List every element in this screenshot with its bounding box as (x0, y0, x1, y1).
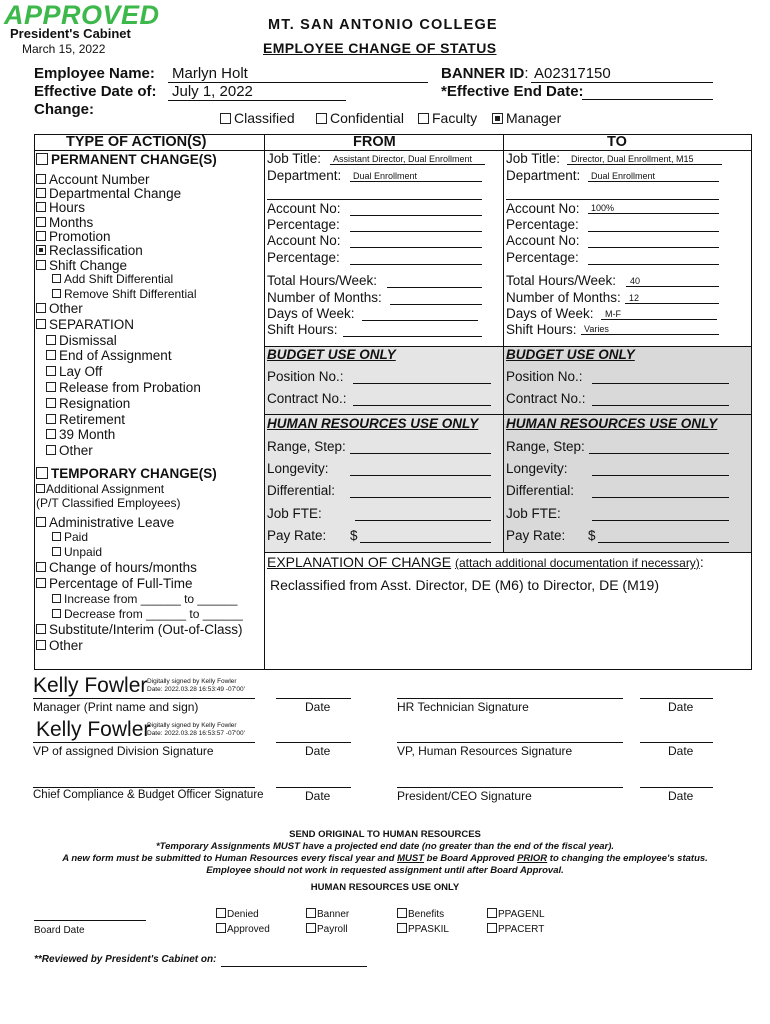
temporary-checkbox[interactable] (36, 467, 48, 479)
end-assignment-checkbox[interactable] (46, 350, 56, 360)
from-dollar-sign: $ (350, 528, 358, 543)
substitute-checkbox[interactable] (36, 624, 46, 634)
banner-label: Banner (317, 909, 350, 920)
effective-date-field[interactable]: July 1, 2022 (168, 83, 346, 101)
hr-tech-date-label: Date (668, 700, 694, 714)
to-num-months-field[interactable]: 12 (625, 293, 719, 304)
table-right-border (751, 134, 752, 670)
vp-division-line (33, 742, 255, 743)
permanent-change[interactable] (36, 152, 217, 167)
benefits-label: Benefits (408, 909, 445, 920)
from-position-label: Position No.: (267, 369, 344, 384)
departmental-change-checkbox[interactable] (36, 188, 46, 198)
month39-checkbox[interactable] (46, 429, 56, 439)
table-col-divider-1 (264, 134, 265, 670)
note2-b: be Board Approved (424, 853, 518, 864)
manager-checkbox[interactable] (492, 113, 503, 124)
banner-checkbox[interactable] (306, 908, 316, 918)
account-number-label: Account Number (49, 172, 150, 187)
other1-checkbox[interactable] (36, 303, 46, 313)
pct-fulltime-checkbox[interactable] (36, 578, 46, 588)
to-shift-hours-field[interactable]: Varies (581, 324, 719, 335)
vp-hr-line (397, 742, 623, 743)
to-contract-field[interactable] (592, 405, 729, 406)
hr-tech-date-line (640, 698, 713, 699)
effective-date-label: Effective Date of: (34, 83, 157, 100)
cco-date-line[interactable] (276, 787, 351, 788)
from-shift-hours-label: Shift Hours: (267, 322, 338, 337)
from-hr-heading: HUMAN RESOURCES USE ONLY (267, 416, 479, 431)
end-assignment-label: End of Assignment (59, 348, 172, 363)
temporary-change[interactable] (36, 466, 217, 481)
release-label: Release from Probation (59, 380, 201, 395)
footer-note-1: *Temporary Assignments MUST have a projected end date (no greater than the end of the fiscal year). (155, 841, 615, 852)
table-header-border (34, 150, 751, 151)
table-bottom-border (34, 669, 751, 670)
hr-tech-line (397, 698, 623, 699)
from-pay-rate-field[interactable] (360, 542, 491, 543)
to-budget-heading: BUDGET USE ONLY (506, 347, 635, 362)
banner-id-field[interactable]: A02317150 (531, 65, 713, 83)
from-days-week-label: Days of Week: (267, 306, 355, 321)
vp-dig-line2: Date: 2022.03.28 16:53:57 -07'00' (147, 730, 245, 737)
confidential-checkbox[interactable] (316, 113, 327, 124)
board-date-line[interactable] (34, 920, 146, 921)
ppaskil-label: PPASKIL (408, 924, 449, 935)
other1-label: Other (49, 301, 83, 316)
explanation-label: EXPLANATION OF CHANGE (267, 554, 452, 570)
class-manager[interactable] (492, 110, 561, 126)
benefits-option[interactable] (397, 909, 444, 920)
to-percentage1-field[interactable] (588, 231, 719, 232)
vp-hr-date-line (640, 742, 713, 743)
footer-note-3: Employee should not work in requested assignment until after Board Approval. (206, 865, 564, 876)
table-col-divider-2 (503, 134, 504, 552)
temporary-label: TEMPORARY CHANGE(S) (51, 466, 217, 481)
release-option[interactable] (46, 380, 201, 395)
note2-a: A new form must be submitted to Human Resources every fiscal year and (62, 853, 398, 864)
account-number-option[interactable] (36, 172, 150, 187)
manager-dig-line1: Digitally signed by Kelly Fowler (147, 678, 237, 685)
payroll-option[interactable] (306, 924, 348, 935)
vp-division-date-line (276, 742, 351, 743)
to-account1-field[interactable]: 100% (588, 203, 719, 214)
manager-label: Manager (Print name and sign) (33, 700, 199, 714)
approved-checkbox[interactable] (216, 923, 226, 933)
faculty-checkbox[interactable] (418, 113, 429, 124)
hours-checkbox[interactable] (36, 202, 46, 212)
decrease-option[interactable] (52, 607, 243, 621)
separation-checkbox[interactable] (36, 319, 46, 329)
banner-id-label (441, 65, 529, 82)
to-hr-heading: HUMAN RESOURCES USE ONLY (506, 416, 718, 431)
president-date-label: Date (668, 789, 694, 803)
manager-date-line (276, 698, 351, 699)
from-header: FROM (353, 134, 396, 150)
payroll-checkbox[interactable] (306, 923, 316, 933)
from-position-field[interactable] (353, 383, 491, 384)
from-contract-field[interactable] (353, 405, 491, 406)
unpaid-option[interactable] (52, 545, 102, 559)
admin-leave-label: Administrative Leave (49, 515, 175, 530)
to-department-label: Department: (506, 168, 581, 183)
separation-option[interactable] (36, 317, 134, 332)
table-left-border (34, 134, 35, 670)
denied-option[interactable] (216, 909, 259, 920)
to-range-label: Range, Step: (506, 439, 585, 454)
to-contract-label: Contract No.: (506, 391, 586, 406)
substitute-option[interactable] (36, 622, 243, 637)
hr-use-only-footer: HUMAN RESOURCES USE ONLY (310, 882, 460, 893)
president-label: President/CEO Signature (397, 789, 532, 803)
promotion-checkbox[interactable] (36, 231, 46, 241)
cco-date-label: Date (305, 789, 331, 803)
from-job-title-field[interactable]: Assistant Director, Dual Enrollment (330, 154, 485, 165)
increase-checkbox[interactable] (52, 594, 61, 603)
resignation-checkbox[interactable] (46, 398, 56, 408)
to-days-week-label: Days of Week: (506, 306, 594, 321)
change-hours-label: Change of hours/months (49, 560, 197, 575)
explanation-text[interactable]: Reclassified from Asst. Director, DE (M6) to Director, DE (M19) (270, 577, 659, 593)
note2-must: MUST (397, 853, 424, 864)
hr-top-border (264, 414, 751, 415)
other3-option[interactable] (36, 638, 83, 653)
substitute-label: Substitute/Interim (Out-of-Class) (49, 622, 243, 637)
ppaskil-checkbox[interactable] (397, 923, 407, 933)
to-differential-field[interactable] (592, 497, 729, 498)
to-fte-field[interactable] (592, 520, 729, 521)
to-account1-label: Account No: (506, 201, 580, 216)
other3-label: Other (49, 638, 83, 653)
add-shift-checkbox[interactable] (52, 274, 61, 283)
stamp-date: March 15, 2022 (22, 42, 106, 56)
add-shift-option[interactable] (52, 272, 173, 286)
board-date-label: Board Date (34, 925, 85, 936)
vp-dig-line1: Digitally signed by Kelly Fowler (147, 722, 237, 729)
payroll-label: Payroll (317, 924, 348, 935)
to-account2-label: Account No: (506, 233, 580, 248)
ppacert-option[interactable] (487, 924, 544, 935)
change-hours-option[interactable] (36, 560, 197, 575)
other1-option[interactable] (36, 301, 83, 316)
approved-option[interactable] (216, 924, 270, 935)
from-num-months-field[interactable] (390, 304, 482, 305)
from-job-title-label: Job Title: (267, 151, 322, 166)
reclassification-checkbox[interactable] (36, 245, 46, 255)
hours-label: Hours (49, 200, 86, 215)
from-total-hours-field[interactable] (387, 287, 482, 288)
to-percentage1-label: Percentage: (506, 217, 579, 232)
ppagenl-option[interactable] (487, 909, 545, 920)
to-dollar-sign: $ (588, 528, 596, 543)
from-differential-label: Differential: (267, 483, 336, 498)
ppacert-checkbox[interactable] (487, 923, 497, 933)
from-longevity-label: Longevity: (267, 461, 329, 476)
confidential-label: Confidential (330, 110, 404, 126)
retirement-option[interactable] (46, 412, 125, 427)
month39-label: 39 Month (59, 427, 116, 442)
from-percentage1-field[interactable] (350, 231, 482, 232)
approved-label: Approved (227, 924, 270, 935)
classified-label: Classified (234, 110, 295, 126)
send-original: SEND ORIGINAL TO HUMAN RESOURCES (289, 829, 481, 840)
from-contract-label: Contract No.: (267, 391, 347, 406)
reclassification-option[interactable] (36, 243, 143, 258)
departmental-change-label: Departmental Change (49, 186, 182, 201)
dismissal-checkbox[interactable] (46, 335, 56, 345)
pct-fulltime-label: Percentage of Full-Time (49, 576, 193, 591)
from-total-hours-label: Total Hours/Week: (267, 273, 378, 288)
shift-change-label: Shift Change (49, 258, 128, 273)
vp-hr-date-label: Date (668, 744, 694, 758)
ppagenl-checkbox[interactable] (487, 908, 497, 918)
shift-change-option[interactable] (36, 258, 127, 273)
to-differential-label: Differential: (506, 483, 575, 498)
unpaid-label: Unpaid (64, 545, 103, 559)
vp-hr-label: VP, Human Resources Signature (397, 744, 573, 758)
months-checkbox[interactable] (36, 217, 46, 227)
additional-checkbox[interactable] (36, 484, 45, 493)
benefits-checkbox[interactable] (397, 908, 407, 918)
note2-prior: PRIOR (517, 853, 548, 864)
month39-option[interactable] (46, 427, 115, 442)
permanent-label: PERMANENT CHANGE(S) (51, 152, 217, 167)
from-account2-label: Account No: (267, 233, 341, 248)
to-total-hours-label: Total Hours/Week: (506, 273, 617, 288)
effective-end-label: *Effective End Date: (441, 83, 584, 100)
from-account1-field[interactable] (350, 215, 482, 216)
increase-option[interactable] (52, 592, 237, 606)
class-confidential[interactable] (316, 110, 404, 126)
layoff-label: Lay Off (59, 364, 103, 379)
departmental-change-option[interactable] (36, 186, 181, 201)
to-num-months-label: Number of Months: (506, 290, 621, 305)
dismissal-label: Dismissal (59, 333, 117, 348)
vp-division-date-label: Date (305, 744, 331, 758)
to-account2-field[interactable] (588, 247, 719, 248)
college-name: MT. SAN ANTONIO COLLEGE (268, 17, 498, 33)
from-budget-heading: BUDGET USE ONLY (267, 347, 396, 362)
hr-tech-label: HR Technician Signature (397, 700, 529, 714)
paid-option[interactable] (52, 530, 88, 544)
denied-checkbox[interactable] (216, 908, 226, 918)
add-shift-label: Add Shift Differential (64, 272, 174, 286)
from-account2-field[interactable] (350, 247, 482, 248)
increase-label: Increase from ______ to ______ (64, 592, 238, 606)
additional-assignment-option[interactable] (36, 482, 164, 496)
months-option[interactable] (36, 215, 93, 230)
to-position-label: Position No.: (506, 369, 583, 384)
stamp-cabinet: President's Cabinet (10, 26, 131, 41)
ppacert-label: PPACERT (498, 924, 545, 935)
footer-note-2 (0, 853, 770, 864)
form-title: EMPLOYEE CHANGE OF STATUS (263, 40, 497, 56)
to-pay-rate-label: Pay Rate: (506, 528, 566, 543)
banner-option[interactable] (306, 909, 349, 920)
pt-classified-note: (P/T Classified Employees) (36, 496, 181, 510)
permanent-checkbox[interactable] (36, 153, 48, 165)
other2-label: Other (59, 443, 93, 458)
release-checkbox[interactable] (46, 382, 56, 392)
reviewed-label: **Reviewed by President's Cabinet on: (34, 954, 217, 965)
account-number-checkbox[interactable] (36, 174, 46, 184)
layoff-checkbox[interactable] (46, 366, 56, 376)
faculty-label: Faculty (432, 110, 478, 126)
additional-label: Additional Assignment (46, 482, 165, 496)
type-of-actions-header: TYPE OF ACTION(S) (66, 134, 207, 150)
to-pay-rate-field[interactable] (598, 542, 729, 543)
resignation-label: Resignation (59, 396, 131, 411)
from-longevity-field[interactable] (350, 475, 491, 476)
manager-dig-line2: Date: 2022.03.28 16:53:49 -07'00' (147, 686, 245, 693)
change-label: Change: (34, 101, 94, 118)
manager-sig-line (33, 698, 255, 699)
to-position-field[interactable] (592, 383, 729, 384)
dismissal-option[interactable] (46, 333, 117, 348)
to-days-week-field[interactable]: M-F (601, 309, 717, 320)
ppaskil-option[interactable] (397, 924, 449, 935)
from-fte-field[interactable] (355, 520, 491, 521)
to-department-field[interactable]: Dual Enrollment (588, 171, 719, 182)
manager-signature[interactable]: Kelly Fowler (33, 674, 148, 697)
to-longevity-field[interactable] (592, 475, 729, 476)
from-range-field[interactable] (350, 453, 491, 454)
from-department-field[interactable]: Dual Enrollment (350, 171, 482, 182)
from-department-label: Department: (267, 168, 342, 183)
remove-shift-option[interactable] (52, 287, 197, 301)
president-line[interactable] (397, 787, 623, 788)
to-job-title-field[interactable]: Director, Dual Enrollment, M15 (567, 154, 722, 165)
president-date-line[interactable] (640, 787, 713, 788)
explanation-heading (267, 554, 704, 570)
other2-checkbox[interactable] (46, 445, 56, 455)
note2-c: to changing the employee's status. (547, 853, 708, 864)
change-hours-checkbox[interactable] (36, 562, 46, 572)
other3-checkbox[interactable] (36, 640, 46, 650)
unpaid-checkbox[interactable] (52, 547, 61, 556)
denied-label: Denied (227, 909, 259, 920)
ppagenl-label: PPAGENL (498, 909, 545, 920)
cco-line[interactable] (33, 787, 255, 788)
promotion-label: Promotion (49, 229, 111, 244)
to-job-title-label: Job Title: (506, 151, 561, 166)
from-account1-label: Account No: (267, 201, 341, 216)
employee-name-field[interactable]: Marlyn Holt (168, 65, 428, 83)
vp-digital-stamp (147, 722, 245, 738)
to-header: TO (607, 134, 627, 150)
manager-date-label: Date (305, 700, 331, 714)
resignation-option[interactable] (46, 396, 130, 411)
pct-fulltime-option[interactable] (36, 576, 193, 591)
to-longevity-label: Longevity: (506, 461, 568, 476)
manager-digital-stamp (147, 678, 245, 694)
shift-change-checkbox[interactable] (36, 260, 46, 270)
hours-option[interactable] (36, 200, 85, 215)
classified-checkbox[interactable] (220, 113, 231, 124)
decrease-checkbox[interactable] (52, 609, 61, 618)
reviewed-line[interactable] (221, 966, 367, 967)
from-shift-hours-field[interactable] (343, 336, 482, 337)
class-classified[interactable] (220, 110, 295, 126)
admin-leave-option[interactable] (36, 515, 174, 530)
from-percentage2-label: Percentage: (267, 250, 340, 265)
retirement-label: Retirement (59, 412, 126, 427)
decrease-label: Decrease from ______ to ______ (64, 607, 243, 621)
remove-shift-checkbox[interactable] (52, 289, 61, 298)
months-label: Months (49, 215, 94, 230)
paid-label: Paid (64, 530, 89, 544)
end-assignment-option[interactable] (46, 348, 172, 363)
banner-id-colon: : (524, 65, 529, 82)
from-differential-field[interactable] (350, 497, 491, 498)
paid-checkbox[interactable] (52, 532, 61, 541)
promotion-option[interactable] (36, 229, 111, 244)
from-percentage1-label: Percentage: (267, 217, 340, 232)
admin-leave-checkbox[interactable] (36, 517, 46, 527)
explanation-top-border (264, 552, 751, 553)
banner-id-label-text: BANNER ID (441, 65, 525, 82)
to-blank-line[interactable] (506, 199, 719, 200)
employee-name-label: Employee Name: (34, 65, 155, 82)
manager-label: Manager (506, 110, 562, 126)
from-percentage2-field[interactable] (350, 264, 482, 265)
explanation-colon: : (699, 554, 704, 570)
class-faculty[interactable] (418, 110, 477, 126)
from-pay-rate-label: Pay Rate: (267, 528, 327, 543)
to-percentage2-label: Percentage: (506, 250, 579, 265)
vp-division-signature[interactable]: Kelly Fowler (36, 718, 151, 741)
from-num-months-label: Number of Months: (267, 290, 382, 305)
to-total-hours-field[interactable]: 40 (626, 276, 719, 287)
effective-end-field[interactable] (582, 83, 713, 100)
to-range-field[interactable] (589, 453, 729, 454)
other2-option[interactable] (46, 443, 93, 458)
remove-shift-label: Remove Shift Differential (64, 287, 197, 301)
approved-stamp: APPROVED (4, 0, 160, 30)
from-days-week-field[interactable] (362, 320, 478, 321)
reclassification-label: Reclassification (49, 243, 143, 258)
retirement-checkbox[interactable] (46, 414, 56, 424)
layoff-option[interactable] (46, 364, 102, 379)
cco-label: Chief Compliance & Budget Officer Signature (33, 789, 264, 801)
vp-division-label: VP of assigned Division Signature (33, 744, 214, 758)
from-fte-label: Job FTE: (267, 506, 322, 521)
separation-label: SEPARATION (49, 317, 135, 332)
from-range-label: Range, Step: (267, 439, 346, 454)
to-shift-hours-label: Shift Hours: (506, 322, 577, 337)
from-blank-line[interactable] (267, 199, 482, 200)
to-fte-label: Job FTE: (506, 506, 561, 521)
explanation-note: (attach additional documentation if necessary) (455, 556, 700, 570)
to-percentage2-field[interactable] (588, 264, 719, 265)
